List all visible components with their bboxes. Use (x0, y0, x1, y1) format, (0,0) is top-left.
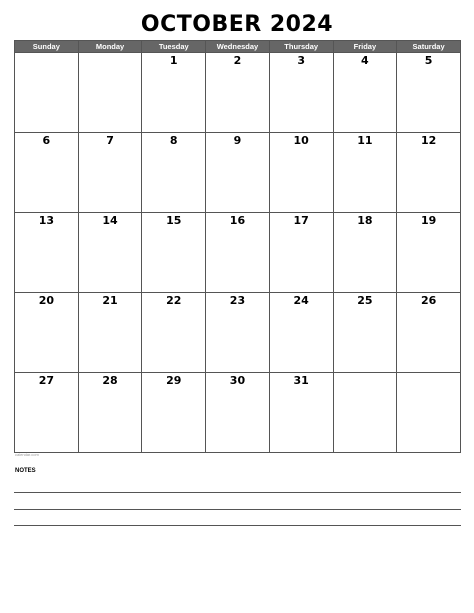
day-number: 17 (293, 214, 309, 227)
day-number: 8 (169, 134, 178, 147)
day-number: 20 (38, 294, 54, 307)
day-cell (333, 293, 397, 373)
day-number: 1 (169, 54, 178, 67)
day-cell (397, 133, 461, 213)
day-cell (142, 53, 206, 133)
day-number: 5 (424, 54, 433, 67)
day-cell (206, 53, 270, 133)
day-cell (269, 53, 333, 133)
notes-line (14, 509, 461, 510)
day-number: 30 (229, 374, 246, 387)
day-number: 4 (361, 54, 369, 67)
notes-line (14, 492, 461, 493)
weekday-header: Sunday (15, 41, 79, 53)
day-cell (397, 53, 461, 133)
weekday-header-row (15, 41, 461, 53)
day-cell (333, 213, 397, 293)
day-cell (15, 133, 79, 213)
day-cell (142, 133, 206, 213)
weekday-header: Wednesday (206, 41, 270, 53)
day-number: 7 (106, 134, 114, 147)
day-cell (78, 373, 142, 453)
day-cell (78, 133, 142, 213)
day-number: 9 (233, 134, 242, 147)
day-cell (78, 213, 142, 293)
day-cell (206, 373, 270, 453)
day-cell (206, 213, 270, 293)
day-cell (142, 373, 206, 453)
weekday-header: Tuesday (142, 41, 206, 53)
day-number: 3 (297, 54, 305, 67)
day-number: 21 (102, 294, 118, 307)
day-number: 11 (357, 134, 373, 147)
day-number: 19 (420, 214, 437, 227)
day-cell (397, 373, 461, 453)
day-cell (333, 53, 397, 133)
day-number: 22 (166, 294, 182, 307)
day-cell (142, 293, 206, 373)
day-number: 14 (102, 214, 118, 227)
calendar-grid (14, 40, 461, 453)
day-number: 13 (38, 214, 54, 227)
week-row (15, 293, 461, 373)
day-number: 27 (38, 374, 54, 387)
source-credit: calendar.com (15, 452, 39, 457)
day-number: 6 (42, 134, 51, 147)
day-number: 29 (166, 374, 182, 387)
day-number: 24 (293, 294, 309, 307)
day-cell (397, 213, 461, 293)
day-cell (269, 293, 333, 373)
weekday-header: Monday (78, 41, 142, 53)
day-cell (78, 53, 142, 133)
day-cell (333, 133, 397, 213)
day-number: 15 (166, 214, 182, 227)
week-row (15, 373, 461, 453)
day-number: 16 (229, 214, 246, 227)
page-title: OCTOBER 2024 (140, 12, 334, 37)
day-cell (269, 133, 333, 213)
notes-label: NOTES (15, 468, 36, 474)
day-number: 18 (357, 214, 373, 227)
day-number: 26 (420, 294, 437, 307)
day-number: 2 (233, 54, 242, 67)
day-cell (206, 133, 270, 213)
week-row (15, 133, 461, 213)
weekday-header: Saturday (397, 41, 461, 53)
day-number: 10 (293, 134, 309, 147)
day-cell (397, 293, 461, 373)
day-cell (15, 373, 79, 453)
day-number: 31 (293, 374, 309, 387)
notes-line (14, 525, 461, 526)
weekday-header: Friday (333, 41, 397, 53)
week-row (15, 213, 461, 293)
day-cell (15, 213, 79, 293)
day-cell (206, 293, 270, 373)
day-cell (15, 53, 79, 133)
day-cell (269, 373, 333, 453)
day-cell (142, 213, 206, 293)
day-cell (269, 213, 333, 293)
day-number: 12 (420, 134, 437, 147)
weekday-header: Thursday (269, 41, 333, 53)
day-cell (333, 373, 397, 453)
day-number: 28 (102, 374, 118, 387)
day-number: 25 (357, 294, 373, 307)
day-cell (78, 293, 142, 373)
day-number: 23 (229, 294, 246, 307)
day-cell (15, 293, 79, 373)
week-row (15, 53, 461, 133)
